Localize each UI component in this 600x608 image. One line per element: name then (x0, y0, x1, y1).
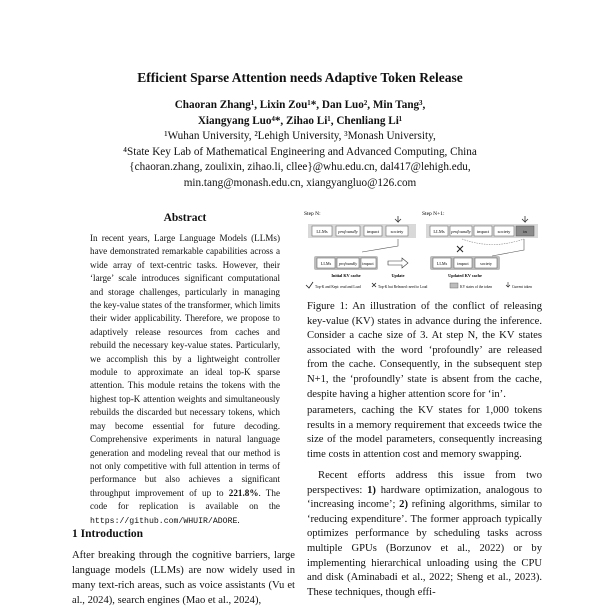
legend-kept-icon (306, 282, 313, 288)
legend-released-icon (372, 283, 376, 287)
token-llms: LLMs (316, 229, 328, 234)
initial-cache-label: Initial KV cache (331, 273, 361, 278)
figure-1-caption: Figure 1: An illustration of the conflict of releasing key-value (KV) states in advance during the inference. Consider a cache size of 3. At step N, the KV states associated with the word ‘profoundly’ are released from the cache. Consequently, in the subsequent step N+1, the ‘profoundly’ state is absent from the cache, despite having a higher attention score for ‘in’. (307, 301, 542, 400)
missing-cross-icon (457, 246, 463, 252)
throughput-value: 221.8% (228, 487, 259, 498)
token-impact-n1: impact (476, 229, 490, 234)
step-n1-label: Step N+1: (422, 211, 445, 217)
email-line-2: min.tang@monash.edu.cn, xiangyangluo@126.com (183, 176, 417, 189)
token-row-step-n1 (426, 216, 538, 245)
abstract-body (90, 232, 280, 528)
right-column-paragraph-2 (307, 469, 542, 600)
legend-kv-swatch (450, 283, 458, 288)
cache-token-impact: impact (362, 261, 374, 266)
p2-marker-1: 1) (367, 484, 376, 496)
token-row-step-n (308, 216, 416, 238)
token-profoundly: profoundly (338, 229, 358, 234)
updated-kv-cache (430, 239, 524, 278)
cache-token-profoundly: profoundly (338, 261, 358, 266)
updated-token-llms: LLMs (436, 261, 448, 266)
legend-kv: KV states of the token (460, 285, 493, 289)
abstract-text: In recent years, Large Language Models (LLMs) have demonstrated remarkable capabilities across a wide array of text-centric tasks. However, their ‘large’ scale introduces significant computational and storage challenges, particularly in managing the key-value states of the transformer, which limits their wider applicability. Therefore, we propose to adaptively release resources from caches and rebuild the necessary key-value states. Particularly, we accomplish this by a lightweight controller module to approximate an ideal top-K sparse attention. This module retains the tokens with the highest top-K attention weights and simultaneously rebuilds the discarded but necessary tokens, which may become essential for future decoding. Comprehensive experiments in natural language generation and modeling reveal that our method is not only competitive with full attention in terms of performance but also achieves a significant throughput improvement of up to (90, 233, 280, 498)
initial-kv-cache (314, 239, 398, 278)
legend-released: Top-K but Released: need to Load (378, 285, 428, 289)
p2-marker-2: 2) (399, 499, 408, 511)
abstract-heading: Abstract (163, 212, 207, 224)
update-arrow (388, 258, 408, 278)
p2-text-c: hardware optimization, analogous to ‘increasing income’; (307, 484, 542, 511)
code-link[interactable]: https://github.com/WHUIR/ADORE (90, 516, 238, 526)
paper-title: Efficient Sparse Attention needs Adaptive Token Release (137, 70, 463, 85)
right-column-paragraph-1: parameters, caching the KV states for 1,000 tokens results in a memory requirement that exceeds twice the size of the model parameters, consequently increasing time costs in attention cost and memory swapping. (307, 405, 542, 460)
token-impact: impact (366, 229, 380, 234)
abstract-text-2: . The code for replication is available on the (90, 487, 280, 512)
update-label: Update (391, 273, 405, 278)
legend-kept: Top-K and Kept: read and Load (315, 285, 361, 289)
introduction-body: After breaking through the cognitive barriers, large language models (LLMs) are now widely used in many text-rich areas, such as voice assistants (Vu et al., 2024), search engines (Mao et al., 2024), (72, 550, 295, 606)
token-in-n1: in (523, 229, 527, 234)
token-profoundly-n1: profoundly (451, 229, 471, 234)
p2-text-a: Recent efforts address this issue from two perspectives: (307, 470, 542, 496)
token-society-n1: society (497, 229, 511, 234)
updated-token-impact: impact (457, 261, 469, 266)
cache-token-llms: LLMs (320, 261, 332, 266)
abstract-end: . (237, 514, 240, 525)
token-llms-n1: LLMs (433, 229, 445, 234)
p2-text-d: refining algorithms, similar to ‘reducing expenditure’. The former approach typically optimizes performance by scheduling tasks across multiple GPUs (Borzunov et al., 2022) or by implementing hierarchical unloading using the CPU and disk (Aminabadi et al., 2022; Sheng et al., 2023). These techniques, though effi- (307, 499, 542, 598)
step-n-label: Step N: (304, 211, 321, 217)
legend-current-icon (506, 282, 510, 287)
author-block (60, 98, 540, 191)
updated-cache-label: Updated KV cache (448, 273, 482, 278)
updated-token-society: society (480, 261, 492, 266)
figure-legend (306, 282, 532, 289)
affiliation-line-2: ⁴State Key Lab of Mathematical Engineering and Advanced Computing, China (123, 145, 477, 158)
affiliation-line-1: ¹Wuhan University, ²Lehigh University, ³Monash University, (164, 130, 436, 142)
authors-line-2: Xiangyang Luo⁴*, Zihao Li¹, Chenliang Li¹ (197, 114, 403, 127)
figure-1-diagram (302, 206, 542, 290)
legend-current: Current token (512, 285, 532, 289)
authors-line-1: Chaoran Zhang¹, Lixin Zou¹*, Dan Luo², Min Tang³, (174, 99, 426, 111)
introduction-heading: 1 Introduction (72, 528, 144, 540)
token-society: society (390, 229, 404, 234)
email-line-1: {chaoran.zhang, zoulixin, zihao.li, cllee}@whu.edu.cn, dal417@lehigh.edu, (129, 161, 471, 173)
